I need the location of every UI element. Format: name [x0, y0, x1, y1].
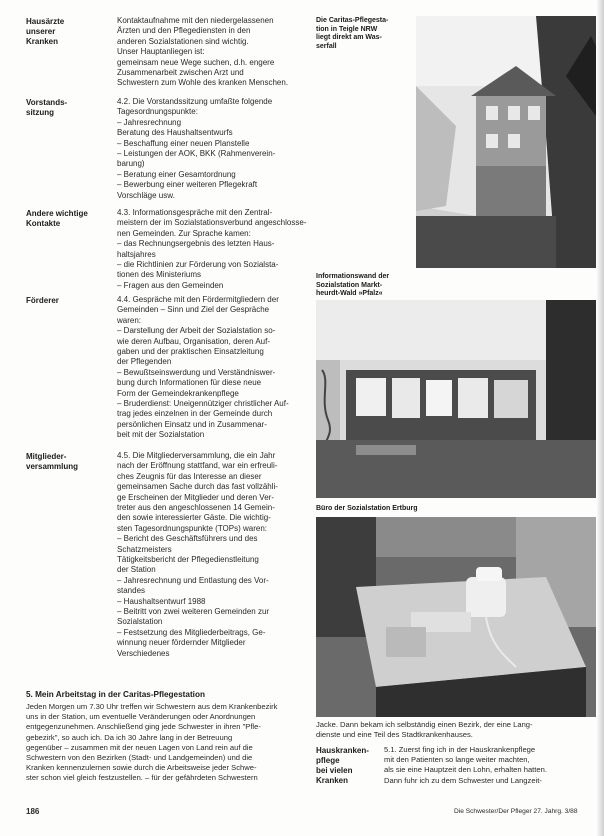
section5-line: ster schon viel gleich festzustellen. – für der gefährdeten Schwestern — [26, 773, 258, 783]
foerderer-line: – Bruderdienst: Uneigennütziger christlicher Auf- — [117, 399, 289, 408]
caption-line: liegt direkt am Was- — [316, 34, 382, 42]
andere-line: – Fragen aus den Gemeinden — [117, 280, 224, 290]
andere-line: – das Rechnungsergebnis des letzten Haus- — [117, 239, 275, 249]
vorstand-line: – Jahresrechnung — [117, 117, 182, 127]
footer-journal — [454, 808, 578, 815]
foerderer-line: der Pflegenden — [117, 357, 172, 367]
hausaerzte-line: Unser Hauptanliegen ist: — [117, 47, 205, 57]
andere-line: haltsjahres — [117, 249, 156, 259]
mitglieder-line: gemeinsamen Sache durch das fast vollzähli- — [117, 482, 278, 492]
vorstand-line: – Bewerbung einer weiteren Pflegekraft — [117, 180, 258, 190]
mitglieder-line: ches Zeugnis für das Interesse an dieser — [117, 471, 262, 481]
hausaerzte-line: gemeinsam neue Wege suchen, d.h. engere — [117, 57, 275, 67]
mitglieder-line: nach der Eröffnung stattfand, war ein erfreuli- — [117, 461, 278, 471]
foerderer-line: gaben und der praktischen Einsatzleitung — [117, 347, 264, 356]
head-foerderer — [26, 296, 59, 306]
head-vorstandssitzung — [26, 98, 67, 118]
andere-line: 4.3. Informationsgespräche mit den Zentral- — [117, 208, 273, 217]
mitglieder-line: sten Tagesordnungspunkte (TOPs) waren: — [117, 523, 268, 533]
head-foerderer-text: Förderer — [26, 296, 59, 305]
vorstand-line: Vorschläge usw. — [117, 190, 175, 200]
mitglieder-line: der Station — [117, 565, 156, 575]
mitglieder-line: winnung neuer fördernder Mitglieder — [117, 638, 246, 648]
section5-line: gegenüber – zusammen mit der neuen Lagen von Land rein auf die — [26, 742, 253, 752]
caption-line: tion in Teigle NRW — [316, 25, 378, 33]
caption-line: serfall — [316, 42, 337, 50]
foerderer-line: beit mit der Sozialstation — [117, 430, 205, 440]
mitglieder-line: standes — [117, 586, 146, 596]
head-hauskrankenpflege — [316, 746, 369, 786]
caption-line: heurdt-Wald »Pfalz« — [316, 290, 383, 298]
section5-line: uns in der Station, um eventuelle Veränderungen oder Anordnungen — [26, 712, 256, 722]
andere-line: tionen des Ministeriums — [117, 270, 202, 280]
mitglieder-line: – Jahresrechnung und Entlastung des Vor- — [117, 575, 269, 585]
foerderer-line: Gemeinden – Sinn und Ziel der Gespräche — [117, 305, 270, 315]
vorstand-line: – Beschaffung einer neuen Planstelle — [117, 138, 250, 148]
photo-caritas-pflegestation — [416, 16, 596, 268]
foerderer-line: waren: — [117, 315, 142, 325]
photo-informationswand — [316, 300, 596, 498]
foerderer-line: – Darstellung der Arbeit der Sozialstation so- — [117, 326, 276, 336]
vorstand-line: – Beratung einer Gesamtordnung — [117, 169, 236, 179]
caption-line: Die Caritas-Pflegesta- — [316, 17, 389, 24]
mitglieder-line: – Festsetzung des Mitgliederbeitrags, Ge- — [117, 627, 266, 637]
photo-wall-image — [316, 300, 596, 498]
head-hausaerzte-text: Hausärzte unserer Kranken — [26, 17, 65, 46]
andere-line: nen Gemeinden. Zur Sprache kamen: — [117, 228, 251, 238]
page-edge-shadow — [596, 0, 604, 836]
mitglieder-line: treter aus den angeschlossenen 14 Gemein- — [117, 503, 275, 512]
vorstand-line: Beratung des Haushaltsentwurfs — [117, 128, 233, 138]
foerderer-line: persönlichen Einsatz und in Zusammenar- — [117, 419, 267, 429]
mitglieder-line: Sozialstation — [117, 617, 163, 627]
head-andere-text: Andere wichtige Kontakte — [26, 209, 88, 228]
head-mitglieder-text: Mitglieder- versammlung — [26, 452, 79, 471]
section5-line: Kranken kennenzulernen sowie durch die Arbeitsweise jeder Schwe- — [26, 763, 257, 773]
andere-line: – die Richtlinien zur Förderung von Sozialsta- — [117, 260, 279, 269]
right-bottom-line: Jacke. Dann bekam ich selbständig einen Bezirk, der eine Lang- — [316, 720, 533, 729]
head-vorstand-text: Vorstands- sitzung — [26, 98, 68, 117]
foerderer-line: trag jedes einzelnen in der Gemeinde durch — [117, 409, 273, 419]
caption-informationswand — [316, 273, 389, 299]
right-bottom-line: dienste und eine Teil des Stadtkrankenhauses. — [316, 730, 473, 740]
foerderer-line: – Bewußtseinswerdung und Verständniswer- — [117, 367, 276, 377]
mitglieder-line: 4.5. Die Mitgliederversammlung, die ein Jahr — [117, 451, 276, 460]
caption-buero-text: Büro der Sozialstation Ertburg — [316, 505, 418, 512]
head-hausaerzte — [26, 17, 64, 47]
caption-line: Sozialstation Markt- — [316, 281, 383, 289]
hausaerzte-line: Ärzten und den Pflegediensten in den — [117, 26, 251, 36]
photo-office-image — [316, 517, 596, 717]
vorstand-line: barung) — [117, 159, 145, 169]
mitglieder-line: – Beitritt von zwei weiteren Gemeinden zur — [117, 607, 270, 616]
journal-name: Die Schwester/Der Pfleger 27. Jahrg. 3/88 — [454, 808, 578, 815]
caption-line: Informationswand der — [316, 273, 390, 280]
hausaerzte-line: Zusammenarbeit zwischen Arzt und — [117, 68, 244, 77]
hauskranken-line: mit den Patienten so lange weiter machten, — [384, 755, 530, 765]
mitglieder-line: den sowie interessierter Gäste. Die wichtig- — [117, 513, 271, 523]
mitglieder-line: – Bericht des Geschäftsführers und des — [117, 534, 258, 544]
section5-line: Jeden Morgen um 7.30 Uhr treffen wir Schwestern aus dem Krankenbezirk — [26, 702, 278, 711]
head-hauskranken-text: Hauskranken- pflege bei vielen Kranken — [316, 746, 369, 785]
hausaerzte-line: Schwestern zum Wohle des kranken Menschen. — [117, 78, 289, 88]
hauskranken-line: als sie eine Hauptzeit den Lohn, erhalten hatten. — [384, 765, 547, 775]
caption-caritas-station — [316, 17, 388, 51]
section5-line: gebezirk", so auch ich. Da ich 30 Jahre lang in der Betreuung — [26, 732, 233, 742]
hauskranken-line: 5.1. Zuerst fing ich in der Hauskrankenpflege — [384, 745, 536, 754]
hauskranken-line: Dann fuhr ich zu dem Schwester und Langzeit- — [384, 775, 542, 785]
head-andere-kontakte — [26, 209, 88, 229]
vorstand-line: 4.2. Die Vorstandssitzung umfaßte folgende — [117, 97, 273, 106]
mitglieder-line: Verschiedenes — [117, 648, 170, 658]
section5-title-text: 5. Mein Arbeitstag in der Caritas-Pflegestation — [26, 690, 205, 699]
hausaerzte-line: Kontaktaufnahme mit den niedergelassenen — [117, 16, 274, 25]
mitglieder-line: Tätigkeitsbericht der Pflegedienstleitung — [117, 555, 259, 564]
caption-buero — [316, 505, 418, 514]
photo-building-image — [416, 16, 596, 268]
mitglieder-line: – Haushaltsentwurf 1988 — [117, 596, 206, 606]
foerderer-line: bung durch Informationen für diese neue — [117, 378, 262, 388]
footer-page-number — [26, 807, 39, 816]
section5-line: Schwestern von den Bezirken (Stadt- und Landgemeinden) und die — [26, 753, 253, 762]
mitglieder-line: ge Erscheinen der Mitglieder und deren Ver- — [117, 492, 274, 502]
head-mitgliederversammlung — [26, 452, 78, 472]
page-number: 186 — [26, 807, 40, 816]
section5-title — [26, 690, 205, 700]
hausaerzte-line: anderen Sozialstationen sind wichtig. — [117, 36, 249, 46]
vorstand-line: Tagesordnungspunkte: — [117, 107, 198, 117]
foerderer-line: wie deren Aufbau, Organisation, deren Auf- — [117, 336, 270, 346]
andere-line: meistern der im Sozialstationsverbund angeschlosse- — [117, 218, 307, 228]
section5-line: entgegenzunehmen. Anschließend ging jede Schwester in ihren "Pfle- — [26, 722, 261, 732]
vorstand-line: – Leistungen der AOK, BKK (Rahmenverein- — [117, 149, 276, 158]
foerderer-line: Form der Gemeindekrankenpflege — [117, 388, 239, 398]
foerderer-line: 4.4. Gespräche mit den Fördermitgliedern der — [117, 295, 279, 304]
mitglieder-line: Schatzmeisters — [117, 544, 172, 554]
photo-buero — [316, 517, 596, 717]
